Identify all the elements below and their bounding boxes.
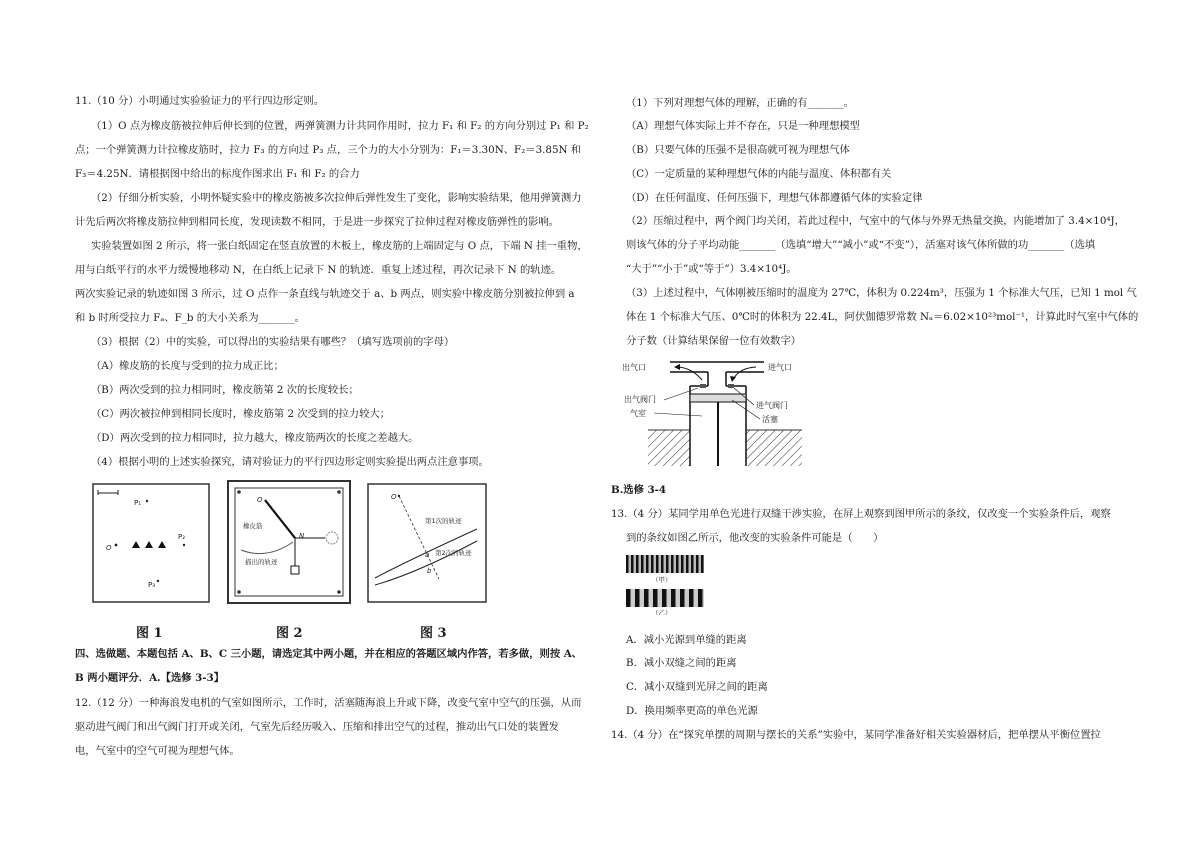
q11-option-c: （C）两次被拉伸到相同长度时，橡皮筋第 2 次受到的拉力较大；: [91, 408, 390, 420]
fig2-band-label: 橡皮筋: [243, 522, 263, 530]
fig1-p3-label: P₃: [148, 581, 156, 589]
fig1-p2-label: P₂: [178, 533, 186, 541]
fig1-p1-label: P₁: [134, 499, 142, 507]
q11-option-d: （D）两次受到的拉力相同时，拉力越大，橡皮筋两次的长度之差越大。: [91, 432, 419, 444]
figure-3: [367, 483, 487, 603]
q12-1-option-b: （B）只要气体的压强不是很高就可视为理想气体: [626, 144, 850, 156]
fig1-o-label: O: [106, 544, 112, 552]
q12-line3: 电，气室中的空气可视为理想气体。: [75, 745, 240, 757]
label-chamber: 气室: [630, 409, 646, 418]
q12-3-line1: （3）上述过程中，气体刚被压缩时的温度为 27℃，体积为 0.224m³，压强为 1 个标准大气压，已知 1 mol 气: [626, 287, 1137, 299]
q12-2-line2: 则该气体的分子平均动能_______（选填“增大”“减小”或“不变”），活塞对该气体所做的功_______（选填: [626, 239, 1096, 251]
figure-1: [92, 483, 210, 603]
figure-2-caption: 图 2: [276, 626, 303, 641]
label-outlet: 出气口: [622, 363, 646, 372]
section4-line1: 四、选做题、本题包括 A、B、C 三小题，请选定其中两小题，并在相应的答题区域内作答，若多做，则按 A、: [75, 648, 582, 660]
figure-2: [227, 480, 351, 604]
section4-line2: B 两小题评分．A.【选修 3-3】: [75, 672, 225, 684]
q13-line1: 13.（4 分）某同学用单色光进行双缝干涉实验，在屏上观察到图甲所示的条纹，仅改变一个实验条件后，观察: [611, 508, 1111, 520]
fig3-a-label: a: [425, 551, 430, 559]
fig2-n-label: N: [299, 532, 305, 540]
fig2-track-label: 描出的轨迹: [245, 558, 278, 566]
label-piston: 活塞: [762, 415, 778, 424]
q12-2-line3: “大于”“小于”或“等于”）3.4×10⁴J。: [626, 263, 797, 275]
fig3-o-label: O: [391, 493, 397, 501]
q13-option-c: C．减小双缝到光屏之间的距离: [626, 681, 768, 693]
q12-1-option-c: （C）一定质量的某种理想气体的内能与温度、体积都有关: [626, 168, 892, 180]
fig3-first-label: 第1次的轨迹: [425, 517, 462, 525]
interference-fringes: [626, 553, 704, 615]
fringe-b-label: （乙）: [652, 609, 672, 615]
label-inlet-valve: 进气阀门: [756, 401, 788, 410]
q11-p1-line2: 点；一个弹簧测力计拉橡皮筋时，拉力 F₃ 的方向过 P₃ 点，三个力的大小分别为：F₁＝3.30N、F₂＝3.85N 和: [75, 144, 582, 156]
q11-option-a: （A）橡皮筋的长度与受到的拉力成正比；: [91, 360, 284, 372]
q12-line2: 驱动进气阀门和出气阀门打开或关闭，气室先后经历吸入、压缩和排出空气的过程，推动出气口处的装置发: [75, 721, 559, 733]
fig3-b-label: b: [427, 567, 432, 575]
q11-p4: （4）根据小明的上述实验探究，请对验证力的平行四边形定则实验提出两点注意事项。: [91, 456, 489, 468]
q12-3-line2: 体在 1 个标准大气压、0℃时的体积为 22.4L，阿伏伽德罗常数 Nₐ＝6.02×10²³mol⁻¹，计算此时气室中气体的: [626, 311, 1139, 323]
q12-1: （1）下列对理想气体的理解，正确的有_______。: [626, 97, 854, 109]
figure-1-caption: 图 1: [136, 626, 163, 641]
fringe-a-label: （甲）: [652, 576, 672, 584]
q11-p2-line3: 实验装置如图 2 所示，将一张白纸固定在竖直放置的木板上，橡皮筋的上端固定与 O 点，下端 N 挂一重物，: [91, 240, 588, 252]
q12-3-line3: 分子数（计算结果保留一位有效数字）: [626, 335, 802, 347]
q11-p2-line1: （2）仔细分析实验，小明怀疑实验中的橡皮筋被多次拉伸后弹性发生了变化，影响实验结果，他用弹簧测力: [91, 192, 582, 204]
q11-title: 11.（10 分）小明通过实验验证力的平行四边形定则。: [75, 95, 324, 107]
label-outlet-valve: 出气阀门: [624, 395, 656, 404]
q13-option-b: B．减小双缝之间的距离: [626, 657, 737, 669]
q12-1-option-d: （D）在任何温度、任何压强下，理想气体都遵循气体的实验定律: [626, 192, 923, 204]
q11-p1-line3: F₃＝4.25N．请根据图中给出的标度作图求出 F₁ 和 F₂ 的合力: [75, 168, 360, 180]
q12-line1: 12.（12 分）一种海浪发电机的气室如图所示，工作时，活塞随海浪上升或下降，改变气室中空气的压强，从而: [75, 697, 582, 709]
fig3-second-label: 第2次的轨迹: [435, 549, 472, 557]
q11-p3: （3）根据（2）中的实验，可以得出的实验结果有哪些？（填写选项前的字母）: [91, 336, 455, 348]
section-b-title: B.选修 3-4: [611, 484, 667, 496]
q13-option-d: D．换用频率更高的单色光源: [626, 705, 758, 717]
q12-2-line1: （2）压缩过程中，两个阀门均关闭，若此过程中，气室中的气体与外界无热量交换，内能增加了 3.4×10⁴J，: [626, 215, 1125, 227]
fig2-o-label: O: [257, 496, 263, 504]
q12-1-option-a: （A）理想气体实际上并不存在，只是一种理想模型: [626, 120, 860, 132]
q11-p1-line1: （1）O 点为橡皮筋被拉伸后伸长到的位置，两弹簧测力计共同作用时，拉力 F₁ 和 F₂ 的方向分别过 P₁ 和 P₂: [91, 120, 589, 132]
q13-option-a: A．减小光源到单缝的距离: [626, 634, 747, 646]
q11-option-b: （B）两次受到的拉力相同时，橡皮筋第 2 次的长度较长；: [91, 384, 359, 396]
q11-p2-line2: 计先后两次将橡皮筋拉伸到相同长度，发现读数不相同，于是进一步探究了拉伸过程对橡皮筋弹性的影响。: [75, 216, 559, 228]
q13-line2: 到的条纹如图乙所示，他改变的实验条件可能是（ ）: [626, 532, 884, 544]
air-chamber-diagram: [622, 354, 802, 466]
figure-3-caption: 图 3: [420, 626, 447, 641]
q14-line1: 14.（4 分）在“探究单摆的周期与摆长的关系”实验中，某同学准备好相关实验器材后，把单摆从平衡位置拉: [611, 729, 1101, 741]
q11-p2-line4: 用与白纸平行的水平力缓慢地移动 N，在白纸上记录下 N 的轨迹．重复上述过程，再次记录下 N 的轨迹。: [75, 264, 562, 276]
q11-p2-line5: 两次实验记录的轨迹如图 3 所示，过 O 点作一条直线与轨迹交于 a、b 两点，则实验中橡皮筋分别被拉伸到 a: [75, 288, 575, 300]
label-inlet: 进气口: [768, 363, 792, 372]
q11-p2-line6: 和 b 时所受拉力 Fₐ、F_b 的大小关系为_______。: [75, 312, 305, 324]
